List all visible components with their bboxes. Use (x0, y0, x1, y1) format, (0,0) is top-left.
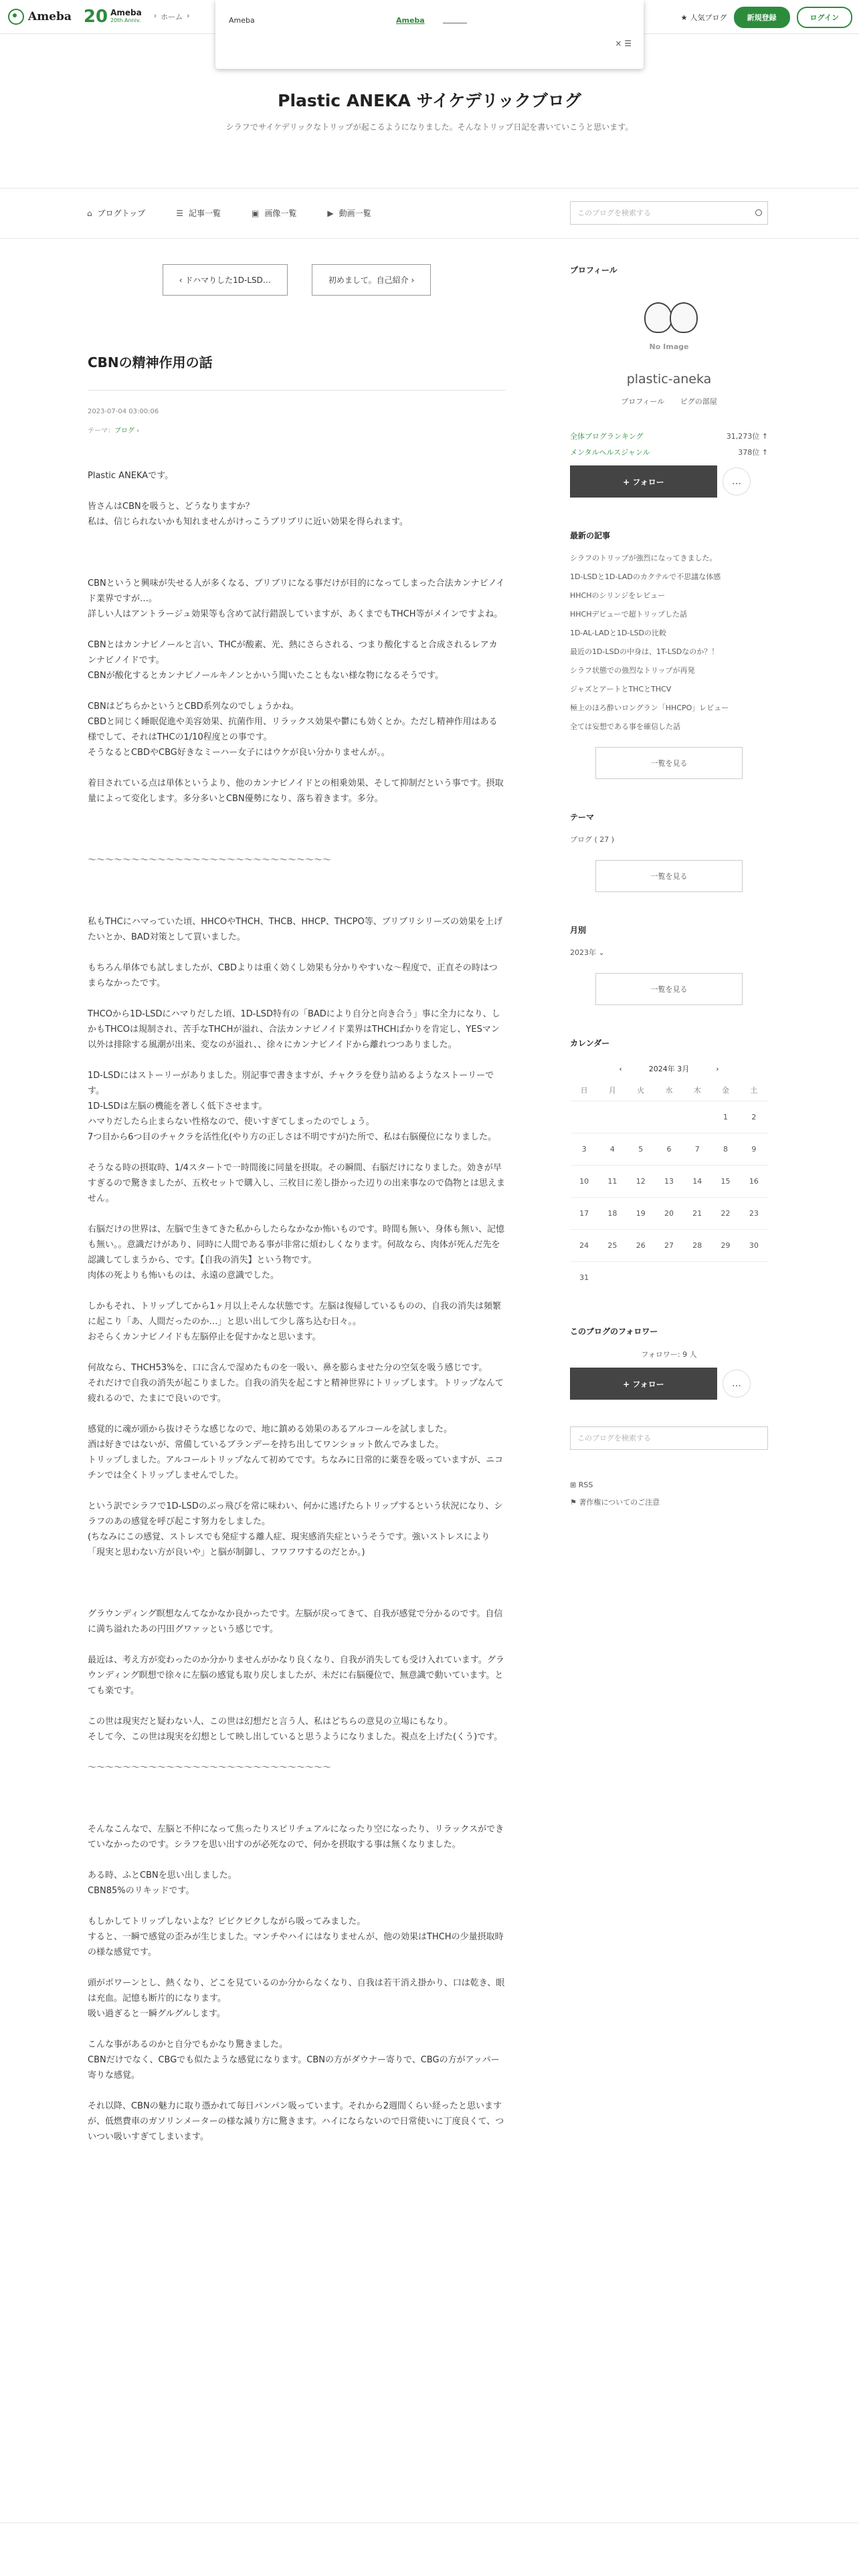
profile-name[interactable]: plastic-aneka (626, 372, 712, 387)
chevron-right-icon: › (134, 427, 140, 435)
theme-link[interactable]: ブログ (114, 427, 134, 435)
more-options-button[interactable]: … (723, 467, 751, 496)
calendar-weekday: 木 (693, 1086, 701, 1095)
nav-image-list[interactable]: ▣ 画像一覧 (252, 208, 297, 218)
more-options-button[interactable]: … (723, 1370, 751, 1398)
article-paragraph: 最近は、考え方が変わったのか分かりませんがかなり良くなり、自我が消失しても受け入れています。グラウンディング瞑想で徐々に左脳の感覚も取り戻しましたが、未だに右脳優位で、無意識で動いています。とても楽です。 (88, 1655, 504, 1696)
recent-entry-link[interactable]: HHCHデビューで超トリップした話 (570, 610, 688, 619)
month-item[interactable]: 2023年 ⌄ (570, 948, 605, 957)
article-paragraph: CBNはどちらかというとCBD系列なのでしょうかね。 CBDと同じく睡眠促進や美容効果、抗菌作用、リラックス効果や鬱にも効くとか。ただし精神作用はある様でして、それはTHCの1/10程度との事です。 そうなるとCBDやCBG好きなミーハー女子にはウケが良い分かりませんが。。 (88, 702, 498, 758)
article-paragraph: 皆さんはCBNを吸うと、どうなりますか？ 私は、信じられないかも知れませんがけっこうブリブリに近い効果を得られます。 (88, 502, 408, 527)
ranking (570, 431, 768, 457)
follow-button[interactable]: + フォロー (570, 1368, 717, 1400)
rank-genre-row[interactable]: メンタルヘルスジャンル 378位 ↑ (570, 448, 768, 457)
pigg-room-link[interactable]: ピグの部屋 (680, 397, 717, 406)
recent-heading: 最新の記事 (570, 531, 611, 540)
profile-heading: プロフィール (570, 265, 617, 275)
article-paragraph: 1D-LSDにはストーリーがありました。別記事で書きますが、チャクラを登り詰めるようなストーリーです。 1D-LSDは左脳の機能を著しく低下させます。 ハマりだしたら止まらない性格なので、使いすぎてしまったのでしょう。 7つ目から6つ目のチャクラを活性化(やり方の正しさは不明ですが)た所で、私は右脳優位になりました。 (88, 1071, 497, 1142)
ameba-logo[interactable]: Ameba (8, 9, 72, 25)
calendar-day[interactable]: 20 (655, 1198, 683, 1230)
article-paragraph: この世は現実だと疑わない人、この世は幻想だと言う人、私はどちらの意見の立場にもなり。 そして今、この世は現実を幻想として映し出していると思うようになりました。視点を上げた(くう)です。 (88, 1717, 503, 1742)
calendar-weekday: 日 (580, 1086, 588, 1095)
calendar-weekday: 月 (608, 1086, 616, 1095)
article-paragraph: 着目されている点は単体というより、他のカンナビノイドとの相乗効果、そして抑制だという事です。摂取量によって変化します。多分多いとCBN優勢になり、落ち着きます。多分。 (88, 778, 504, 804)
article-paragraph: そうなる時の摂取時、1/4スタートで一時間後に同量を摂取。その瞬間、右脳だけになりました。効きが早すぎるので驚きましたが、五枚セットで購入し、三枚目に差し掛かった辺りの出来事なので偽物とは思えません。 (88, 1163, 506, 1204)
article-paragraph: Plastic ANEKAです。 (88, 471, 174, 481)
calendar-day (683, 1101, 711, 1134)
recent-entry-link[interactable]: 最近の1D-LSDの中身は、1T-LSDなのか？！ (570, 647, 719, 656)
article-column (88, 264, 506, 2160)
calendar-day (655, 1101, 683, 1134)
article-paragraph (88, 822, 506, 837)
article-paragraph: そんなこんなで、左脳と不仲になって焦ったりスピリチュアルになったり空になったり、リラックスができていなかったのです。シラフを思い出すのが必死なので、何かを摂取する事は無くなりました。 (88, 1824, 504, 1850)
calendar-day[interactable]: 17 (570, 1198, 598, 1230)
flag-icon: ⚑ (570, 1498, 579, 1507)
article-paragraph: 感覚的に魂が頭から抜けそうな感じなので、地に鎮める効果のあるアルコールを試しました。 酒は好きではないが、常備しているブランデーを持ち出してワンショット飲んでみました。 トリップしました。アルコールトリップなんて初めてです。ちなみに日常的に薬巻を吸っていますが、ニコチンでは全くトリップしませんでした。 (88, 1424, 504, 1481)
blog-search-input[interactable]: このブログを検索する (570, 201, 768, 225)
breadcrumb (154, 11, 190, 22)
calendar-day (740, 1262, 768, 1294)
video-icon: ▶ (327, 208, 334, 218)
ad-label: Ameba (229, 16, 255, 25)
followers-heading: このブログのフォロワー (570, 1327, 658, 1336)
article-paragraph: グラウンディング瞑想なんてなかなか良かったです。左脳が戻ってきて、自我が感覚で分かるのです。自信に満ち溢れたあの円田グワァッという感じです。 (88, 1609, 503, 1634)
chevron-down-icon: ⌄ (596, 948, 605, 957)
article-pager (88, 264, 506, 296)
calendar-day[interactable]: 9 (740, 1134, 768, 1166)
article-body (88, 468, 506, 2145)
calendar-day[interactable]: 22 (711, 1198, 739, 1230)
avatar-face-icon (670, 302, 698, 333)
menu-icon: ☰ (624, 39, 632, 48)
monthly-heading: 月別 (570, 926, 587, 935)
sidebar (570, 264, 768, 1511)
blog-nav (0, 189, 859, 239)
calendar-month: 2024年 3月 (648, 1065, 690, 1073)
crumb-sep: › (153, 11, 157, 20)
avatar-face-icon (644, 302, 672, 333)
recent-entry-link[interactable]: HHCHのシリンジをレビュー (570, 591, 666, 600)
article-date: 2023-07-04 03:00:06 (88, 408, 159, 415)
profile-links (570, 396, 768, 407)
sidebar-search-input[interactable]: このブログを検索する (570, 1426, 768, 1450)
article-paragraph: 何故なら、THCH53%を、口に含んで湿めたものを一吸い、鼻を膨らませた分の空気を吸う感じです。 それだけで自我の消失が起こりました。自我の消失を起こすと精神世界にトリップします。トリップなんて疲れるので、たまにで良いのです。 (88, 1363, 504, 1404)
ad-close-button[interactable] (615, 39, 632, 48)
calendar-day[interactable]: 19 (627, 1198, 655, 1230)
article-paragraph (88, 883, 506, 899)
article-paragraph: 右脳だけの世界は、左脳で生きてきた私からしたらなかなか怖いものです。時間も無い、身体も無い、記憶も無い。。意識だけがあり、同時に人間である事が非常に煩わしくなります。何故なら、肉体が死んだ先を認識してしまうから、です。【自我の消失】という物です。 肉体の死よりも怖いものは、永遠の意識でした。 (88, 1224, 504, 1281)
calendar-weekday: 土 (750, 1086, 758, 1095)
ad-link[interactable]: Ameba (396, 16, 425, 25)
monthly-section (570, 924, 768, 1005)
calendar-day[interactable]: 1 (711, 1101, 739, 1134)
calendar-day (570, 1101, 598, 1134)
calendar-day[interactable]: 11 (598, 1166, 626, 1198)
recent-entry-link[interactable]: シラフ状態での強烈なトリップが再発 (570, 666, 695, 675)
chevron-right-icon: › (408, 276, 415, 285)
article-paragraph: 〜〜〜〜〜〜〜〜〜〜〜〜〜〜〜〜〜〜〜〜〜〜〜〜〜〜〜〜 (88, 1763, 332, 1773)
calendar-day[interactable]: 3 (570, 1134, 598, 1166)
image-icon: ▣ (252, 208, 260, 218)
next-article-link[interactable]: 初めまして。自己紹介 › (312, 264, 431, 296)
calendar-day[interactable]: 8 (711, 1134, 739, 1166)
home-icon: ⌂ (87, 208, 92, 218)
recent-list-button[interactable]: 一覧を見る (595, 747, 743, 779)
profile-link[interactable]: プロフィール (621, 397, 665, 406)
calendar-day[interactable]: 30 (740, 1230, 768, 1262)
calendar-day[interactable]: 25 (598, 1230, 626, 1262)
rss-icon: ⊞ (570, 1481, 579, 1489)
article-paragraph: しかもそれ、トリップしてから1ヶ月以上そんな状態です。左脳は復帰しているものの、自我の消失は頻繁に起こり「あ、人間だったのか…」と思い出して少し落ち込む日々。。 おそらくカンナビノイドも左脳停止を促すかなと思います。 (88, 1301, 501, 1342)
calendar-heading: カレンダー (570, 1039, 610, 1048)
calendar-day (655, 1262, 683, 1294)
calendar-day (627, 1101, 655, 1134)
theme-list-button[interactable]: 一覧を見る (595, 860, 743, 892)
calendar-day[interactable]: 24 (570, 1230, 598, 1262)
theme-item[interactable]: ブログ ( 27 ) (570, 835, 615, 844)
calendar-day[interactable]: 12 (627, 1166, 655, 1198)
recent-entry-link[interactable]: 1D-LSDと1D-LADのカクテルで不思議な体感 (570, 572, 721, 581)
theme-heading: テーマ (570, 813, 595, 822)
close-icon: × (615, 39, 622, 48)
article-paragraph: もしかしてトリップしないよな？ビビクビクしながら吸ってみました。 すると、一瞬で感覚の歪みが生じました。マンチやハイにはなりませんが、他の効果はTHCHの少量摂取時の様な感覚です。 (88, 1917, 504, 1957)
calendar-weekday: 水 (665, 1086, 673, 1095)
anniversary-logo[interactable]: 20 Ameba 20th Anniv. (83, 7, 142, 27)
calendar-table (570, 1079, 768, 1293)
article-paragraph: という訳でシラフで1D-LSDのぶっ飛びを常に味わい、何かに逃げたらトリップするという状況になり、シラフのあの感覚を呼び起こす努力をしました。 (ちなみにこの感覚、ストレスでも発症する離人症、現実感消失症というそうです。強いストレスにより「現実と思わない方が良いや」と脳が制御し、フワフワするのだとか。) (88, 1501, 503, 1558)
calendar-day[interactable]: 31 (570, 1262, 598, 1294)
article-paragraph: ある時、ふとCBNを思い出しました。 CBN85%のリキッドです。 (88, 1870, 237, 1896)
list-icon: ☰ (176, 208, 184, 218)
calendar-prev-icon[interactable]: ‹ (619, 1064, 622, 1073)
calendar-day[interactable]: 2 (740, 1101, 768, 1134)
article-title[interactable]: CBNの精神作用の話 (88, 352, 506, 391)
calendar-next-icon[interactable]: › (716, 1064, 719, 1073)
calendar-day[interactable]: 6 (655, 1134, 683, 1166)
recent-entry-link[interactable]: シラフのトリップが強烈になってきました。 (570, 554, 717, 562)
crumb-sep: › (187, 11, 190, 20)
signup-button[interactable]: 新規登録 (734, 7, 790, 28)
calendar-weekday: 金 (722, 1086, 730, 1095)
calendar-day[interactable]: 26 (627, 1230, 655, 1262)
ad-overlay (215, 0, 644, 69)
copyright-link[interactable]: ⚑ 著作権についてのご注意 (570, 1498, 660, 1507)
login-button[interactable]: ログイン (797, 7, 852, 28)
calendar-day (711, 1262, 739, 1294)
calendar-day[interactable]: 21 (683, 1198, 711, 1230)
blog-description: シラフでサイケデリックなトリップが起こるようになりました。そんなトリップ日記を書いていこうと思います。 (225, 122, 634, 132)
article-paragraph: もちろん単体でも試しましたが、CBDよりは重く効くし効果も分かりやすいな〜程度で、正直その時はつまらなかったです。 (88, 963, 498, 988)
calendar-day[interactable]: 15 (711, 1166, 739, 1198)
monthly-list-button[interactable]: 一覧を見る (595, 973, 743, 1005)
calendar-day (683, 1262, 711, 1294)
calendar-day (627, 1262, 655, 1294)
recent-entry-link[interactable]: ジャズとアートとTHCとTHCV (570, 685, 672, 693)
recent-entries (570, 530, 768, 779)
calendar-day[interactable]: 16 (740, 1166, 768, 1198)
article-paragraph: CBNとはカンナビノールと言い、THCが酸素、光、熱にさらされる、つまり酸化すると合成されるレアカンナビノイドです。 CBNが酸化するとカンナビノールキノンとかいう聞いたこともない様な物になるそうです。 (88, 640, 498, 681)
calendar-day[interactable]: 13 (655, 1166, 683, 1198)
nav-blog-top[interactable]: ⌂ ブログトップ (87, 208, 146, 218)
calendar-day[interactable]: 23 (740, 1198, 768, 1230)
blog-title[interactable]: Plastic ANEKA サイケデリックブログ (278, 91, 581, 110)
ameba-logo-icon (8, 9, 24, 25)
recent-entry-link[interactable]: 1D-AL-LADと1D-LSDの比較 (570, 629, 667, 637)
rank-all-row[interactable]: 全体ブログランキング 31,273位 ↑ (570, 432, 768, 441)
calendar-day[interactable]: 4 (598, 1134, 626, 1166)
search-icon[interactable] (755, 209, 762, 216)
recent-entry-link[interactable]: 全ては妄想である事を確信した話 (570, 722, 680, 731)
calendar-day[interactable]: 7 (683, 1134, 711, 1166)
calendar-day[interactable]: 27 (655, 1230, 683, 1262)
calendar-day[interactable]: 14 (683, 1166, 711, 1198)
followers-section (570, 1325, 768, 1400)
article-paragraph: 〜〜〜〜〜〜〜〜〜〜〜〜〜〜〜〜〜〜〜〜〜〜〜〜〜〜〜〜 (88, 855, 332, 865)
calendar-day[interactable]: 5 (627, 1134, 655, 1166)
star-icon: ★ (680, 13, 688, 22)
nav-video-list[interactable]: ▶ 動画一覧 (327, 208, 371, 218)
follower-count[interactable]: フォロワー: 9 人 (641, 1350, 697, 1359)
popular-blog-link[interactable]: ★ 人気ブログ (680, 13, 727, 22)
calendar-day[interactable]: 28 (683, 1230, 711, 1262)
recent-entry-link[interactable]: 極上のほろ酔いロングラン「HHCPO」レビュー (570, 704, 729, 712)
article-paragraph: THCOから1D-LSDにハマりだした頃、1D-LSD特有の「BADにより自分と向き合う」事に全力になり、しかもTHCOは規制され、苦手なTHCHが溢れ、合法カンナビノイド業界はTHCHばかりを肯定し、YESマン以外は排除する風潮が出来、変なのが溢れ、、徐々にカンナビノイドから離れつつありました。 (88, 1009, 500, 1050)
calendar-day[interactable]: 10 (570, 1166, 598, 1198)
prev-article-link[interactable]: ‹ ドハマりした1D-LSD… (163, 264, 288, 296)
article-paragraph (88, 1576, 506, 1591)
article-paragraph (88, 545, 506, 560)
article-paragraph (88, 1791, 506, 1806)
calendar-weekday: 火 (637, 1086, 645, 1095)
theme-section (570, 811, 768, 892)
calendar-section (570, 1037, 768, 1293)
article-paragraph: CBNというと興味が失せる人が多くなる、ブリブリになる事だけが目的になってしまった合法カンナビノイド業界ですが…。 詳しい人はアントラージュ効果等も含めて試行錯誤していますが、あくまでもTHCH等がメインですよね。 (88, 578, 505, 619)
article-paragraph: 私もTHCにハマっていた頃、HHCOやTHCH、THCB、HHCP、THCPO等、ブリブリシリーズの効果を上げたいとか、BAD対策として買いました。 (88, 917, 503, 942)
calendar-day (598, 1101, 626, 1134)
rss-link[interactable]: ⊞ RSS (570, 1481, 593, 1489)
calendar-day (598, 1262, 626, 1294)
calendar-day[interactable]: 18 (598, 1198, 626, 1230)
avatar[interactable]: No Image (626, 297, 712, 364)
calendar-day[interactable]: 29 (711, 1230, 739, 1262)
nav-entry-list[interactable]: ☰ 記事一覧 (176, 208, 221, 218)
article-theme: テーマ：ブログ › (88, 427, 140, 435)
article-paragraph: 頭がポワーンとし、熱くなり、どこを見ているのか分からなくなり、自我は若干消え掛かり、口は乾き、眼は充血。記憶も断片的になります。 吸い過ぎると一瞬グルグルします。 (88, 1978, 505, 2019)
chevron-left-icon: ‹ (179, 276, 185, 285)
article-paragraph: それ以降、CBNの魅力に取り憑かれて毎日パンパン吸っています。それから2週間くらい経ったと思いますが、低燃費車のガソリンメーターの様な減り方に驚きます。ハイにならないので日常使いに丁度良くて、ついつい吸いすぎてしまいます。 (88, 2101, 504, 2142)
article-paragraph: こんな事があるのかと自分でもかなり驚きました。 CBNだけでなく、CBGでも似たような感覚になります。CBNの方がダウナー寄りで、CBGの方がアッパー寄りな感覚。 (88, 2040, 500, 2080)
follow-button[interactable]: + フォロー (570, 465, 717, 498)
crumb-home-link[interactable]: ホーム (161, 13, 183, 21)
